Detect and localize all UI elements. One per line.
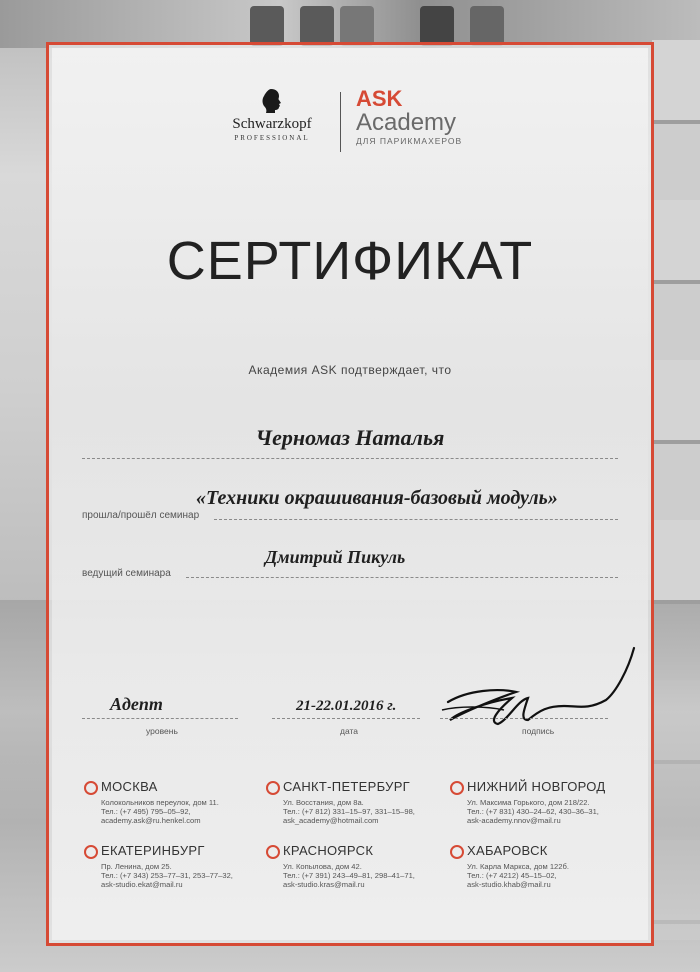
city-email: academy.ask@ru.henkel.com: [101, 816, 201, 825]
logo-divider: [340, 92, 341, 152]
signature-label: подпись: [522, 726, 555, 736]
city-address: Ул. Восстания, дом 8а.: [283, 798, 364, 807]
city-name: МОСКВА: [101, 779, 158, 794]
circle-icon: [84, 845, 98, 859]
city-address: Ул. Максима Горького, дом 218/22.: [467, 798, 590, 807]
course-label: прошла/прошёл семинар: [82, 510, 200, 521]
bottle-shape: [300, 6, 334, 46]
city-phone: Тел.: (+7 495) 795–05–92,: [101, 807, 191, 816]
confirm-text: Академия ASK подтверждает, что: [248, 363, 452, 377]
city-address: Колокольников переулок, дом 11.: [101, 798, 219, 807]
city-phone: Тел.: (+7 4212) 45–15–02,: [467, 871, 557, 880]
signature-line: [440, 718, 608, 719]
circle-icon: [266, 781, 280, 795]
city-address: Пр. Ленина, дом 25.: [101, 862, 172, 871]
city-name: ЕКАТЕРИНБУРГ: [101, 843, 205, 858]
bottle-shape: [250, 6, 284, 46]
lecturer-label: ведущий семинара: [82, 568, 171, 579]
city-phone: Тел.: (+7 831) 430–24–62, 430–36–31,: [467, 807, 599, 816]
city-email: ask-academy.nnov@mail.ru: [467, 816, 561, 825]
silhouette-icon: [260, 88, 284, 114]
participant-name: Черномаз Наталья: [255, 425, 445, 450]
bottle-shape: [340, 6, 374, 46]
ask-academy-logo: [356, 88, 462, 146]
city-phone: Тел.: (+7 391) 243–49–81, 298–41–71,: [283, 871, 415, 880]
city-phone: Тел.: (+7 343) 253–77–31, 253–77–32,: [101, 871, 233, 880]
brand-subtitle: PROFESSIONAL: [234, 134, 310, 142]
city-name: НИЖНИЙ НОВГОРОД: [467, 779, 606, 794]
circle-icon: [266, 845, 280, 859]
bottle-shape: [470, 6, 504, 46]
name-line: [82, 458, 618, 459]
date-label: дата: [340, 726, 359, 736]
city-address: Ул. Карла Маркса, дом 122б.: [467, 862, 569, 871]
bottle-shape: [420, 6, 454, 46]
city-name: КРАСНОЯРСК: [283, 843, 374, 858]
circle-icon: [450, 781, 464, 795]
city-email: ask_academy@hotmail.com: [283, 816, 379, 825]
city-email: ask-studio.khab@mail.ru: [467, 880, 551, 889]
level-label: уровень: [146, 726, 178, 736]
course-name: «Техники окрашивания-базовый модуль»: [196, 487, 558, 509]
brand-name: Schwarzkopf: [232, 116, 312, 132]
date-line: [272, 718, 420, 719]
circle-icon: [450, 845, 464, 859]
certificate-title: СЕРТИФИКАТ: [166, 231, 534, 291]
level-value: Адепт: [110, 694, 163, 714]
lecturer-name: Дмитрий Пикуль: [265, 547, 406, 567]
city-email: ask-studio.ekat@mail.ru: [101, 880, 183, 889]
level-line: [82, 718, 238, 719]
city-name: ХАБАРОВСК: [467, 843, 548, 858]
ask-text: ASK: [356, 86, 403, 111]
course-line: [214, 519, 618, 520]
lecturer-line: [186, 577, 618, 578]
academy-text: Academy: [356, 109, 457, 136]
shelf-background: [0, 0, 700, 48]
city-name: САНКТ-ПЕТЕРБУРГ: [283, 779, 411, 794]
schwarzkopf-logo: [218, 88, 326, 142]
city-email: ask-studio.kras@mail.ru: [283, 880, 365, 889]
academy-subtitle: ДЛЯ ПАРИКМАХЕРОВ: [356, 136, 463, 146]
date-value: 21-22.01.2016 г.: [296, 698, 397, 714]
city-phone: Тел.: (+7 812) 331–15–97, 331–15–98,: [283, 807, 415, 816]
circle-icon: [84, 781, 98, 795]
city-address: Ул. Копылова, дом 42.: [283, 862, 362, 871]
